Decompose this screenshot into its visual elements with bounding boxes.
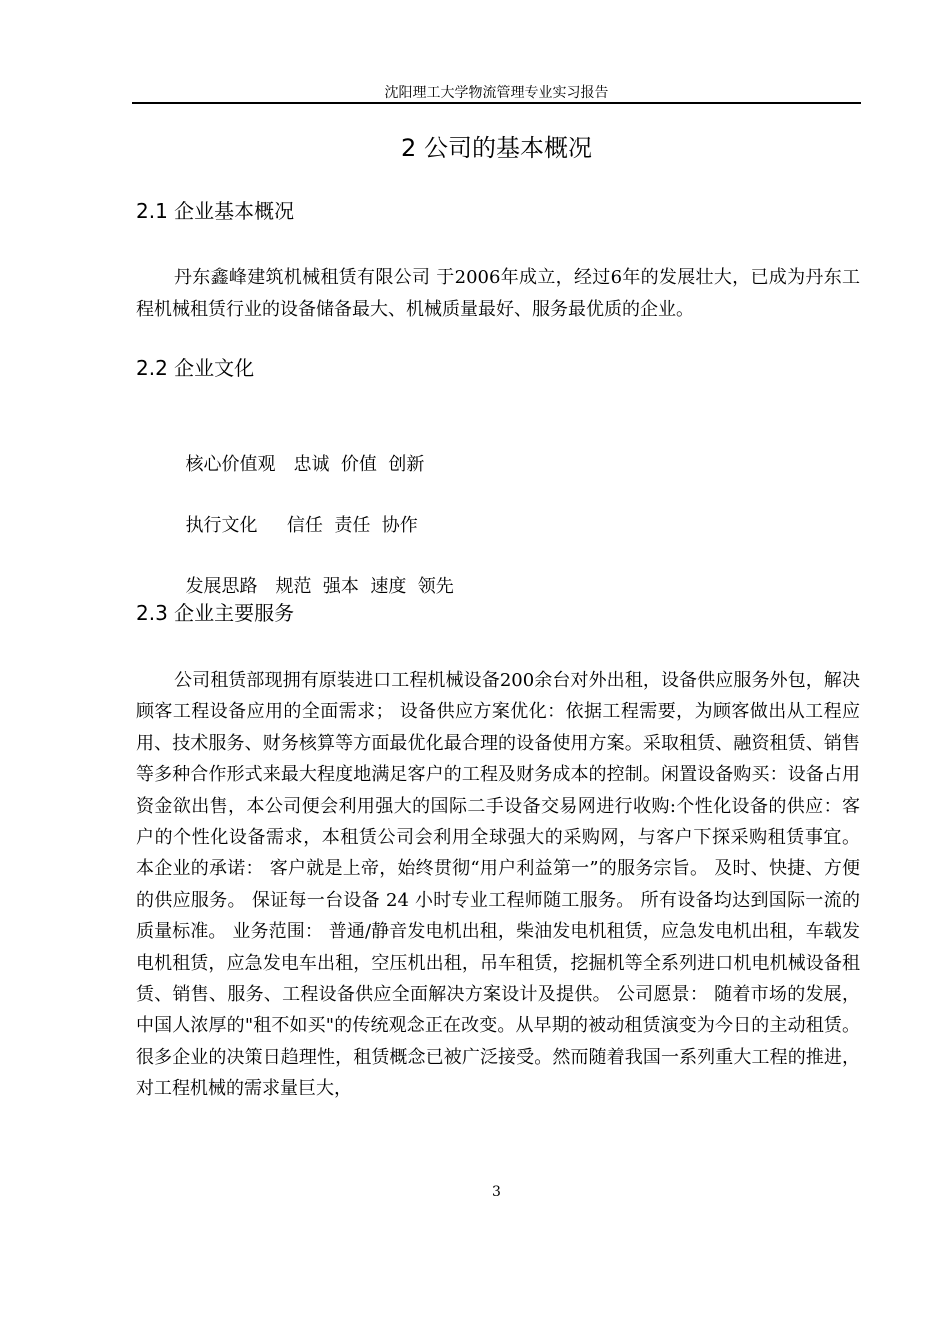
culture-row-label: 发展思路 xyxy=(185,576,258,597)
culture-row-value: 规范 强本 速度 领先 xyxy=(275,576,454,597)
culture-row-label: 执行文化 xyxy=(185,515,258,536)
section-heading-2-2: 2.2 企业文化 xyxy=(136,356,255,380)
section-heading-2-1: 2.1 企业基本概况 xyxy=(136,199,295,223)
culture-row-development xyxy=(174,542,454,602)
section-heading-2-3: 2.3 企业主要服务 xyxy=(136,601,295,625)
culture-row-execution xyxy=(174,481,418,541)
page-number: 3 xyxy=(492,1184,501,1200)
culture-row-value: 忠诚 价值 创新 xyxy=(293,454,425,475)
culture-row-core-values xyxy=(174,420,424,480)
culture-row-value: 信任 责任 协作 xyxy=(275,515,418,536)
header-divider xyxy=(132,102,861,104)
chapter-title: 2 公司的基本概况 xyxy=(401,134,592,162)
running-header: 沈阳理工大学物流管理专业实习报告 xyxy=(384,85,609,101)
culture-row-label: 核心价值观 xyxy=(185,454,276,475)
section-2-3-paragraph: 公司租赁部现拥有原装进口工程机械设备200余台对外出租，设备供应服务外包，解决顾客工程设备应用的全面需求； 设备供应方案优化：依据工程需要，为顾客做出从工程应用、技术服务、财务核算等方面最优化最合理的设备使用方案。采取租赁、融资租赁、销售等多种合作形式来最大程度地满足客户的工程及财务成本的控制。闲置设备购买：设备占用资金欲出售，本公司便会利用强大的国际二手设备交易网进行收购:个性化设备的供应：客户的个性化设备需求，本租赁公司会利用全球强大的采购网，与客户下探采购租赁事宜。 本企业的承诺： 客户就是上帝，始终贯彻“用户利益第一”的服务宗旨。 及时、快捷、方便的供应服务。 保证每一台设备 24 小时专业工程师随工服务。 所有设备均达到国际一流的质量标准。 业务范围： 普通/静音发电机出租，柴油发电机租赁，应急发电机出租，车载发电机租赁，应急发电车出租，空压机出租，吊车租赁，挖掘机等全系列进口机电机械设备租赁、销售、服务、工程设备供应全面解决方案设计及提供。 公司愿景： 随着市场的发展，中国人浓厚的"租不如买"的传统观念正在改变。从早期的被动租赁演变为今日的主动租赁。很多企业的决策日趋理性，租赁概念已被广泛接受。然而随着我国一系列重大工程的推进，对工程机械的需求量巨大， xyxy=(136,670,860,1100)
section-2-1-paragraph: 丹东鑫峰建筑机械租赁有限公司 于2006年成立，经过6年的发展壮大，已成为丹东工程机械租赁行业的设备储备最大、机械质量最好、服务最优质的企业。 xyxy=(136,267,860,320)
